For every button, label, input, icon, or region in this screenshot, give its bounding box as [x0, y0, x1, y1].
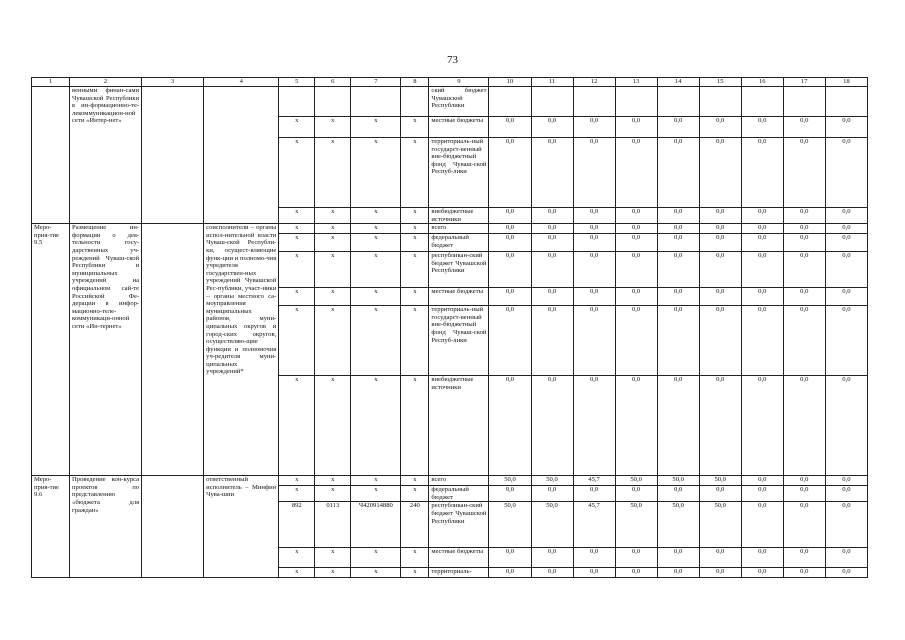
value-cell: 0,0 — [615, 234, 657, 252]
code-cell: x — [315, 208, 351, 224]
funding-source: всего — [429, 224, 489, 234]
code-cell: 892 — [279, 502, 315, 548]
header-cell: 4 — [204, 78, 279, 87]
value-cell: 0,0 — [783, 502, 825, 548]
code-cell: Ч420914880 — [351, 502, 401, 548]
value-cell: 0,0 — [825, 476, 867, 486]
code-cell: x — [279, 234, 315, 252]
value-cell: 0,0 — [783, 234, 825, 252]
value-cell: 50,0 — [699, 476, 741, 486]
value-cell: 0,0 — [741, 288, 783, 306]
header-cell: 3 — [142, 78, 204, 87]
value-cell: 0,0 — [489, 234, 531, 252]
empty-cell — [825, 87, 867, 117]
value-cell: 0,0 — [741, 252, 783, 288]
code-cell: x — [351, 138, 401, 208]
value-cell: 0,0 — [489, 568, 531, 578]
code-cell: x — [351, 252, 401, 288]
value-cell: 0,0 — [657, 117, 699, 138]
value-cell: 0,0 — [783, 224, 825, 234]
value-cell: 0,0 — [657, 376, 699, 476]
value-cell: 50,0 — [657, 502, 699, 548]
value-cell: 0,0 — [699, 568, 741, 578]
value-cell: 0,0 — [825, 234, 867, 252]
value-cell: 0,0 — [531, 138, 573, 208]
value-cell: 0,0 — [573, 224, 615, 234]
value-cell: 0,0 — [783, 376, 825, 476]
table-row — [32, 87, 868, 117]
value-cell: 0,0 — [741, 234, 783, 252]
funding-source: местные бюджеты — [429, 548, 489, 568]
funding-source: территориаль- — [429, 568, 489, 578]
value-cell: 0,0 — [615, 138, 657, 208]
value-cell: 0,0 — [657, 224, 699, 234]
value-cell: 0,0 — [615, 548, 657, 568]
value-cell: 50,0 — [489, 476, 531, 486]
measure-title: Проведение кон-курса проектов по представлению «бюджета для граждан» — [70, 476, 142, 578]
code-cell: x — [401, 486, 429, 502]
value-cell: 0,0 — [573, 208, 615, 224]
value-cell: 0,0 — [657, 138, 699, 208]
value-cell: 0,0 — [783, 288, 825, 306]
value-cell: 0,0 — [657, 288, 699, 306]
value-cell: 0,0 — [699, 138, 741, 208]
value-cell: 0,0 — [489, 138, 531, 208]
value-cell: 0,0 — [657, 548, 699, 568]
value-cell: 0,0 — [489, 252, 531, 288]
code-cell: x — [315, 117, 351, 138]
value-cell: 0,0 — [489, 208, 531, 224]
header-cell: 10 — [489, 78, 531, 87]
value-cell: 0,0 — [741, 117, 783, 138]
value-cell: 0,0 — [615, 224, 657, 234]
value-cell: 0,0 — [489, 376, 531, 476]
empty-cell — [315, 87, 351, 117]
value-cell: 0,0 — [657, 568, 699, 578]
value-cell: 0,0 — [783, 252, 825, 288]
value-cell: 0,0 — [825, 208, 867, 224]
code-cell: x — [315, 548, 351, 568]
funding-source: ский бюджет Чувашской Республики — [429, 87, 489, 117]
value-cell: 0,0 — [741, 548, 783, 568]
value-cell: 0,0 — [657, 234, 699, 252]
funding-source: федеральный бюджет — [429, 234, 489, 252]
empty-cell — [351, 87, 401, 117]
value-cell: 0,0 — [573, 252, 615, 288]
code-cell: x — [401, 288, 429, 306]
page-number: 73 — [447, 54, 458, 66]
value-cell: 0,0 — [783, 486, 825, 502]
code-cell: x — [401, 224, 429, 234]
code-cell: x — [315, 288, 351, 306]
table-body — [32, 78, 868, 578]
value-cell: 0,0 — [825, 568, 867, 578]
header-cell: 7 — [351, 78, 401, 87]
value-cell: 0,0 — [699, 306, 741, 376]
budget-table — [31, 77, 868, 578]
code-cell: x — [351, 208, 401, 224]
empty-cell — [142, 224, 204, 476]
funding-source: республикан-ский бюджет Чувашской Республики — [429, 502, 489, 548]
value-cell: 0,0 — [531, 568, 573, 578]
value-cell: 0,0 — [741, 476, 783, 486]
measure-executors: соисполнители – органы испол-нительной власти Чуваш-ской Республи-ки, осущест-вляющие функ-ции и полномо-чия учредителя государствен-ных учреждений Чувашской Рес-публики, участ-ники – органы местного са-моуправления муниципальных районов, муни-ципальных округов и город-ских округов, осуществляю-щие функции и полномочия уч-редителя муни-ципальных учреждений* — [204, 224, 279, 476]
value-cell: 0,0 — [825, 306, 867, 376]
header-cell: 6 — [315, 78, 351, 87]
value-cell: 0,0 — [741, 376, 783, 476]
code-cell: x — [315, 306, 351, 376]
code-cell: x — [279, 252, 315, 288]
value-cell: 0,0 — [699, 486, 741, 502]
measure-executors: ответственный исполнитель – Минфин Чува-шии — [204, 476, 279, 578]
value-cell: 0,0 — [573, 117, 615, 138]
code-cell: x — [315, 476, 351, 486]
header-cell: 15 — [699, 78, 741, 87]
empty-cell — [489, 87, 531, 117]
funding-source: территориаль-ный государст-венный вне-бюджетный фонд Чуваш-ской Респуб-лики — [429, 138, 489, 208]
value-cell: 0,0 — [531, 234, 573, 252]
value-cell: 0,0 — [741, 138, 783, 208]
empty-cell — [699, 87, 741, 117]
code-cell: x — [351, 476, 401, 486]
value-cell: 0,0 — [573, 138, 615, 208]
value-cell: 0,0 — [573, 486, 615, 502]
value-cell: 45,7 — [573, 476, 615, 486]
table-row — [32, 476, 868, 486]
value-cell: 0,0 — [573, 376, 615, 476]
value-cell: 0,0 — [699, 252, 741, 288]
value-cell: 0,0 — [699, 288, 741, 306]
code-cell: x — [279, 224, 315, 234]
code-cell: x — [351, 568, 401, 578]
header-cell: 9 — [429, 78, 489, 87]
value-cell: 0,0 — [615, 288, 657, 306]
measure-title: венными финан-сами Чувашской Республики в ин-формационно-те-лекоммуникацион-ной сети «Интер-нет» — [70, 87, 142, 224]
value-cell: 0,0 — [615, 376, 657, 476]
measure-title: Размещение ин-формации о дея-тельности госу-дарственных уч-реждений Чуваш-ской Республики и муниципальных учреждений на официальном сай-те Российской Фе-дерации в инфор-мационно-теле-коммуникаци-онной сети «Ин-тернет» — [70, 224, 142, 476]
value-cell: 0,0 — [489, 306, 531, 376]
code-cell: x — [351, 224, 401, 234]
code-cell: x — [315, 376, 351, 476]
empty-cell — [142, 476, 204, 578]
funding-source: внебюджетные источники — [429, 208, 489, 224]
value-cell: 50,0 — [657, 476, 699, 486]
value-cell: 0,0 — [531, 306, 573, 376]
value-cell: 50,0 — [615, 476, 657, 486]
value-cell: 0,0 — [615, 306, 657, 376]
value-cell: 0,0 — [825, 288, 867, 306]
value-cell: 0,0 — [531, 208, 573, 224]
code-cell: x — [279, 548, 315, 568]
code-cell: 0113 — [315, 502, 351, 548]
value-cell: 0,0 — [489, 224, 531, 234]
code-cell: x — [279, 486, 315, 502]
empty-cell — [573, 87, 615, 117]
funding-source: республикан-ский бюджет Чувашской Республики — [429, 252, 489, 288]
empty-cell — [142, 87, 204, 224]
value-cell: 0,0 — [783, 306, 825, 376]
value-cell: 0,0 — [699, 234, 741, 252]
code-cell: x — [315, 568, 351, 578]
value-cell: 0,0 — [825, 502, 867, 548]
code-cell: x — [401, 306, 429, 376]
value-cell: 0,0 — [741, 486, 783, 502]
value-cell: 0,0 — [531, 117, 573, 138]
value-cell: 0,0 — [615, 486, 657, 502]
code-cell: x — [315, 252, 351, 288]
header-cell: 8 — [401, 78, 429, 87]
code-cell: x — [401, 548, 429, 568]
value-cell: 0,0 — [741, 568, 783, 578]
header-cell: 1 — [32, 78, 70, 87]
code-cell: x — [351, 548, 401, 568]
code-cell: x — [279, 208, 315, 224]
empty-cell — [204, 87, 279, 224]
value-cell: 0,0 — [825, 117, 867, 138]
value-cell: 0,0 — [615, 117, 657, 138]
code-cell: x — [351, 486, 401, 502]
code-cell: x — [315, 234, 351, 252]
empty-cell — [657, 87, 699, 117]
value-cell: 0,0 — [531, 376, 573, 476]
value-cell: 0,0 — [615, 252, 657, 288]
code-cell: 240 — [401, 502, 429, 548]
value-cell: 0,0 — [825, 486, 867, 502]
empty-cell — [783, 87, 825, 117]
value-cell: 50,0 — [531, 476, 573, 486]
code-cell: x — [279, 117, 315, 138]
code-cell: x — [279, 476, 315, 486]
value-cell: 0,0 — [489, 548, 531, 568]
value-cell: 0,0 — [657, 208, 699, 224]
value-cell: 0,0 — [573, 568, 615, 578]
header-cell: 16 — [741, 78, 783, 87]
code-cell: x — [401, 568, 429, 578]
value-cell: 50,0 — [699, 502, 741, 548]
value-cell: 0,0 — [531, 486, 573, 502]
code-cell: x — [315, 486, 351, 502]
funding-source: территориаль-ный государст-венный вне-бюджетный фонд Чуваш-ской Респуб-лики — [429, 306, 489, 376]
code-cell: x — [279, 376, 315, 476]
code-cell: x — [401, 138, 429, 208]
value-cell: 0,0 — [825, 224, 867, 234]
value-cell: 50,0 — [489, 502, 531, 548]
table-row — [32, 224, 868, 234]
measure-label: Меро-прия-тие 9.5 — [32, 224, 70, 476]
funding-source: федеральный бюджет — [429, 486, 489, 502]
code-cell: x — [351, 234, 401, 252]
code-cell: x — [401, 252, 429, 288]
header-row — [32, 78, 868, 87]
header-cell: 18 — [825, 78, 867, 87]
value-cell: 0,0 — [783, 568, 825, 578]
code-cell: x — [401, 117, 429, 138]
value-cell: 0,0 — [657, 252, 699, 288]
value-cell: 0,0 — [741, 208, 783, 224]
code-cell: x — [315, 224, 351, 234]
value-cell: 0,0 — [699, 548, 741, 568]
value-cell: 0,0 — [741, 502, 783, 548]
header-cell: 13 — [615, 78, 657, 87]
value-cell: 0,0 — [573, 234, 615, 252]
value-cell: 50,0 — [615, 502, 657, 548]
value-cell: 0,0 — [531, 252, 573, 288]
code-cell: x — [279, 306, 315, 376]
value-cell: 0,0 — [699, 224, 741, 234]
empty-cell — [32, 87, 70, 224]
value-cell: 0,0 — [783, 476, 825, 486]
value-cell: 0,0 — [489, 288, 531, 306]
empty-cell — [615, 87, 657, 117]
value-cell: 0,0 — [531, 288, 573, 306]
measure-label: Меро-прия-тие 9.6 — [32, 476, 70, 578]
code-cell: x — [351, 117, 401, 138]
value-cell: 45,7 — [573, 502, 615, 548]
value-cell: 0,0 — [741, 224, 783, 234]
header-cell: 17 — [783, 78, 825, 87]
header-cell: 11 — [531, 78, 573, 87]
empty-cell — [279, 87, 315, 117]
code-cell: x — [315, 138, 351, 208]
value-cell: 0,0 — [489, 117, 531, 138]
code-cell: x — [279, 138, 315, 208]
value-cell: 0,0 — [699, 208, 741, 224]
value-cell: 0,0 — [531, 224, 573, 234]
funding-source: всего — [429, 476, 489, 486]
funding-source: местные бюджеты — [429, 117, 489, 138]
value-cell: 0,0 — [615, 208, 657, 224]
header-cell: 5 — [279, 78, 315, 87]
value-cell: 0,0 — [783, 548, 825, 568]
empty-cell — [741, 87, 783, 117]
value-cell: 0,0 — [615, 568, 657, 578]
value-cell: 0,0 — [531, 548, 573, 568]
value-cell: 0,0 — [657, 486, 699, 502]
value-cell: 0,0 — [573, 548, 615, 568]
value-cell: 0,0 — [699, 376, 741, 476]
header-cell: 2 — [70, 78, 142, 87]
value-cell: 0,0 — [825, 138, 867, 208]
value-cell: 0,0 — [825, 252, 867, 288]
value-cell: 0,0 — [573, 306, 615, 376]
empty-cell — [401, 87, 429, 117]
code-cell: x — [351, 288, 401, 306]
value-cell: 0,0 — [783, 117, 825, 138]
code-cell: x — [351, 376, 401, 476]
header-cell: 14 — [657, 78, 699, 87]
value-cell: 0,0 — [783, 208, 825, 224]
code-cell: x — [351, 306, 401, 376]
code-cell: x — [279, 568, 315, 578]
value-cell: 0,0 — [699, 117, 741, 138]
value-cell: 0,0 — [783, 138, 825, 208]
value-cell: 0,0 — [741, 306, 783, 376]
header-cell: 12 — [573, 78, 615, 87]
code-cell: x — [401, 234, 429, 252]
value-cell: 0,0 — [573, 288, 615, 306]
code-cell: x — [279, 288, 315, 306]
code-cell: x — [401, 208, 429, 224]
funding-source: местные бюджеты — [429, 288, 489, 306]
code-cell: x — [401, 376, 429, 476]
funding-source: внебюджетные источники — [429, 376, 489, 476]
value-cell: 50,0 — [531, 502, 573, 548]
code-cell: x — [401, 476, 429, 486]
value-cell: 0,0 — [825, 376, 867, 476]
empty-cell — [531, 87, 573, 117]
value-cell: 0,0 — [489, 486, 531, 502]
value-cell: 0,0 — [657, 306, 699, 376]
value-cell: 0,0 — [825, 548, 867, 568]
